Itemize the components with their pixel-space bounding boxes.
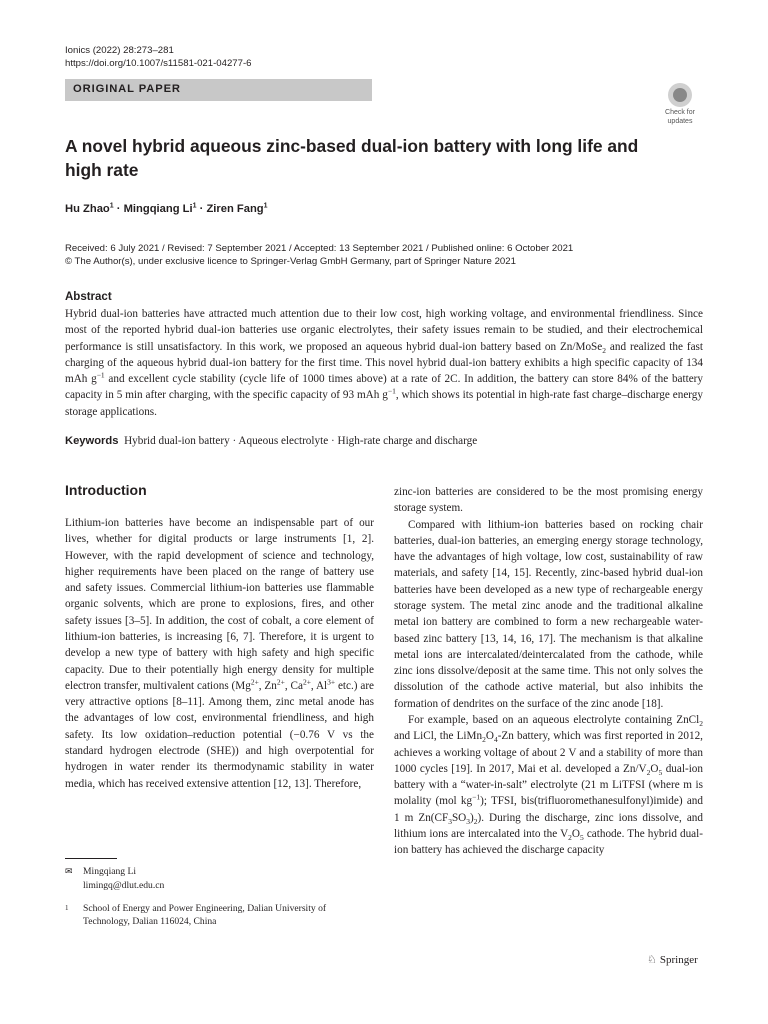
- corresponding-email[interactable]: limingq@dlut.edu.cn: [83, 880, 165, 891]
- affiliation-footnote: [65, 902, 365, 928]
- springer-horse-icon: ♘: [647, 953, 657, 966]
- publisher-logo: [647, 953, 698, 966]
- body-column-left: Lithium-ion batteries have become an indispensable part of our lives, whether for digital products or large instruments [1, 2]. However, with the rapid development of science and technology, higher requirements have been placed on the range of battery use and safety issues. Commercial lithium-ion batteries use flammable organic solvents, which are prone to explosions, fires, and other safety issues [3–5]. In addition, the cost of cobalt, a core element of lithium-ion batteries, is increasing [6, 7]. Therefore, it is urgent to develop a new type of battery with high safety and high specific capacity. Due to their potentially high energy density for multiple electron transfer, multivalent cations ($Mg^{2+}$, $Zn^{2+}$, $Ca^{2+}$, $Al^{3+}$ etc.) are very attractive options [8–11]. Among them, zinc metal anode has the advantages of low cost, environmental friendliness, and high safety. Its low oxidation–reduction potential (−0.76 V vs the standard hydrogen electrode (SHE)) and high overpotential for hydrogen in water render its thermodynamic stability in water media, which has received extensive attention [12, 13]. Therefore,: [65, 517, 375, 790]
- article-history: [65, 242, 573, 268]
- check-for-updates-badge[interactable]: [660, 83, 700, 127]
- author-name[interactable]: Ziren Fang: [206, 203, 264, 215]
- copyright-line: © The Author(s), under exclusive licence to Springer-Verlag GmbH Germany, part of Springer Nature 2021: [65, 256, 516, 267]
- article-type-label: ORIGINAL PAPER: [73, 83, 181, 95]
- doi-link[interactable]: https://doi.org/10.1007/s11581-021-04277-6: [65, 58, 252, 69]
- abstract-heading: Abstract: [65, 291, 112, 303]
- body-column-right: zinc-ion batteries are considered to be the most promising energy storage system. Compared with lithium-ion batteries based on rocking chair batteries, dual-ion batteries, an emerging energy storage technology, have the advantages of high voltage, low cost, sustainability of raw materials, and safety [14, 15]. Recently, zinc-based hybrid dual-ion batteries have been developed as a new type of rechargeable energy storage system. The metal zinc anode and the traditional alkaline metal ion battery are combined to form a new rechargeable water-based zinc battery [13, 14, 16, 17]. The mechanism is that alkaline metal ions are intercalated/deintercalated from the cathode, while zinc ions dissolve/deposit at the same time. This not only solves the dissolution of the cathode active material, but also inhibits the formation of dendrites on the surface of the zinc anode [18]. For example, based on an aqueous electrolyte containing ZnCl$_2$ and LiCl, the $LiMn_2O_4-Zn$ battery, which was first reported in 2012, achieves a working voltage of about 2 V and a stability of more than 1000 cycles [19]. In 2017, Mai et al. developed a $Zn/V_2O_5$ dual-ion battery with a “water-in-salt” electrolyte (21 m LiTFSI (where m is molality (mol $kg^{-1}$); TFSI, bis(trifluoromethanesulfonyl)imide) and 1 m $Zn(CF_3SO_3)_2$). During the discharge, zinc ions dissolve, and lithium ions are intercalated into the $V_2O_5$ cathode. The hybrid dual-ion battery has achieved the discharge capacity: [394, 486, 703, 857]
- introduction-heading: Introduction: [65, 482, 147, 498]
- author-name[interactable]: Mingqiang Li: [123, 203, 193, 215]
- check-updates-line2: updates: [667, 118, 693, 125]
- footnote-divider: [65, 858, 117, 859]
- check-updates-icon: [668, 83, 692, 107]
- abstract-text: Hybrid dual-ion batteries have attracted much attention due to their low cost, high working voltage, and environmental friendliness. Since most of the reported hybrid dual-ion batteries use organic electrolytes, their safety issues remain to be studied, and their electrochemical performance is still unsatisfactory. In this work, we proposed an aqueous hybrid dual-ion battery based on Zn/MoSe$_2$ and realized the fast charging of the aqueous hybrid dual-ion battery for the first time. This novel hybrid dual-ion battery exhibits a high specific capacity of 134 mAh $g^{-1}$ and excellent cycle stability (cycle life of 1000 times above) at a rate of 2C. In addition, the battery can store 84% of the battery capacity in 5 min after charging, with the specific capacity of 93 mAh $g^{-1}$, which shows its potential in high-rate fast charge–discharge energy storage applications.: [65, 308, 704, 418]
- corresponding-author: [65, 865, 164, 892]
- keywords-text: Hybrid dual-ion battery · Aqueous electrolyte · High-rate charge and discharge: [124, 435, 478, 447]
- corresponding-name: Mingqiang Li: [83, 866, 137, 877]
- paper-title: A novel hybrid aqueous zinc-based dual-ion battery with long life and high rate: [65, 136, 639, 180]
- envelope-icon: ✉: [65, 867, 73, 877]
- affiliation-number: 1: [65, 904, 69, 912]
- publisher-name: Springer: [659, 954, 698, 966]
- publication-dates: Received: 6 July 2021 / Revised: 7 September 2021 / Accepted: 13 September 2021 / Published online: 6 October 2021: [65, 243, 574, 254]
- article-type-banner: [65, 79, 372, 101]
- check-updates-line1: Check for: [665, 109, 695, 116]
- journal-citation: Ionics (2022) 28:273–281: [65, 45, 174, 56]
- keywords-line: [65, 435, 477, 447]
- author-name[interactable]: Hu Zhao: [65, 203, 110, 215]
- affiliation-text: School of Energy and Power Engineering, Dalian University of Technology, Dalian 116024, China: [83, 903, 327, 927]
- keywords-label: Keywords: [65, 435, 119, 447]
- author-list: Hu Zhao$^1$ · Mingqiang $Li^1$ · Ziren Fang$^1$: [65, 202, 268, 215]
